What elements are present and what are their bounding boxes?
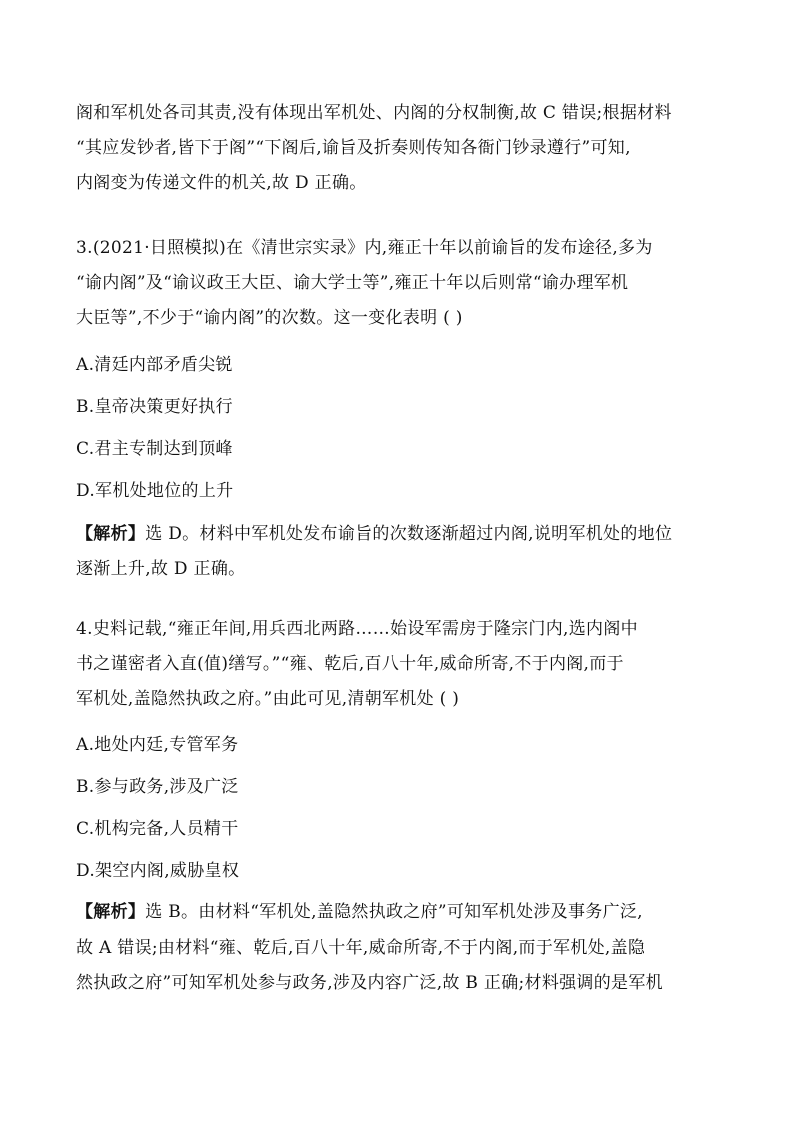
q4-stem-line-2: 书之谨密者入直(值)缮写。”“雍、乾后,百八十年,威命所寄,不于内阁,而于 [76,654,624,674]
q4-analysis-text-1: 选 B。由材料“军机处,盖隐然执政之府”可知军机处涉及事务广泛, [145,902,643,922]
q3-analysis-text-1: 选 D。材料中军机处发布谕旨的次数逐渐超过内阁,说明军机处的地位 [145,524,673,544]
q3-stem-line-2: “谕内阁”及“谕议政王大臣、谕大学士等”,雍正十年以后则常“谕办理军机 [76,273,629,293]
q4-analysis-line-2: 故 A 错误;由材料“雍、乾后,百八十年,威命所寄,不于内阁,而于军机处,盖隐 [76,938,646,958]
q3-analysis-line-2: 逐渐上升,故 D 正确。 [76,559,246,579]
q3-option-c: C.君主专制达到顶峰 [76,439,233,459]
prev-explanation-line-1: 阁和军机处各司其责,没有体现出军机处、内阁的分权制衡,故 C 错误;根据材料 [76,103,672,123]
q4-option-c: C.机构完备,人员精干 [76,819,239,839]
q4-option-d: D.架空内阁,威胁皇权 [76,861,240,881]
q4-stem-line-3: 军机处,盖隐然执政之府。”由此可见,清朝军机处 ( ) [76,689,460,709]
q4-option-b: B.参与政务,涉及广泛 [76,777,239,797]
q4-stem-line-1: 4.史料记载,“雍正年间,用兵西北两路……始设军需房于隆宗门内,选内阁中 [76,619,638,639]
q4-analysis-line-3: 然执政之府”可知军机处参与政务,涉及内容广泛,故 B 正确;材料强调的是军机 [76,973,663,993]
q3-stem-line-1: 3.(2021·日照模拟)在《清世宗实录》内,雍正十年以前谕旨的发布途径,多为 [76,238,653,258]
prev-explanation-line-3: 内阁变为传递文件的机关,故 D 正确。 [76,173,367,193]
q3-analysis-line-1 [76,522,736,546]
q3-stem-line-3: 大臣等”,不少于“谕内阁”的次数。这一变化表明 ( ) [76,308,463,328]
q4-analysis-line-1 [76,900,736,924]
q4-option-a: A.地处内廷,专管军务 [76,735,239,755]
q3-analysis-tag: 【解析】 [76,524,146,544]
q3-option-a: A.清廷内部矛盾尖锐 [76,355,233,375]
q3-option-b: B.皇帝决策更好执行 [76,397,233,417]
q4-analysis-tag: 【解析】 [76,902,146,922]
q3-option-d: D.军机处地位的上升 [76,481,234,501]
prev-explanation-line-2: “其应发钞者,皆下于阁”“下阁后,谕旨及折奏则传知各衙门钞录遵行”可知, [76,138,631,158]
